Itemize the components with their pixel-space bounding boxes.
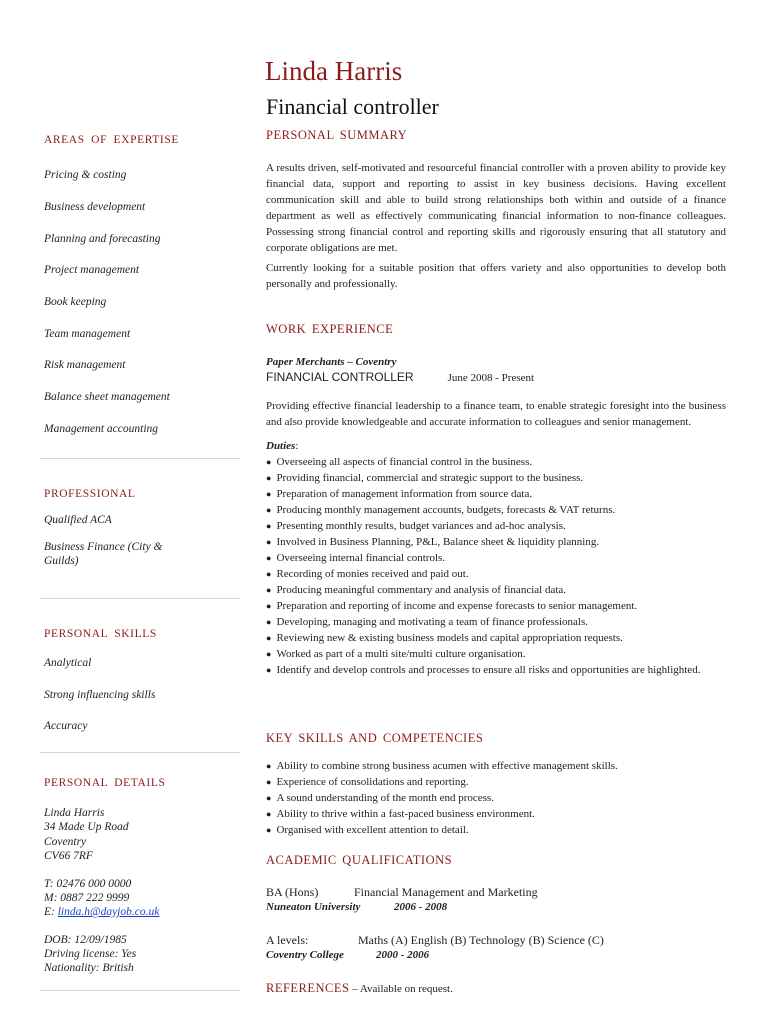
list-item: ● Overseeing internal financial controls.: [266, 550, 726, 566]
details-heading: PERSONAL DETAILS: [44, 777, 166, 789]
job-dates: June 2008 - Present: [447, 372, 535, 384]
list-item: ● Overseeing all aspects of financial control in the business.: [266, 454, 726, 470]
duties-label: [266, 438, 726, 454]
expertise-item: Planning and forecasting: [44, 233, 161, 245]
alevels-line: [266, 932, 726, 948]
university-line: [266, 900, 726, 914]
list-item: ● Preparation of management information from source data.: [266, 486, 726, 502]
duties-list: [266, 454, 726, 678]
details-mobile: M: 0887 222 9999: [44, 892, 130, 904]
expertise-item: Pricing & costing: [44, 169, 127, 181]
list-item: ● A sound understanding of the month end process.: [266, 790, 726, 806]
sidebar-divider: [40, 752, 240, 753]
list-item: ● Ability to combine strong business acumen with effective management skills.: [266, 758, 726, 774]
alevels-label: A levels:: [266, 933, 309, 947]
sidebar-divider: [40, 458, 240, 459]
details-telephone: T: 02476 000 0000: [44, 878, 132, 890]
details-license: Driving license: Yes: [44, 948, 137, 960]
expertise-item: Project management: [44, 264, 140, 276]
sidebar-divider: [40, 598, 240, 599]
list-item: ● Organised with excellent attention to detail.: [266, 822, 726, 838]
expertise-item: Book keeping: [44, 296, 107, 308]
duties-label-text: Duties: [266, 440, 296, 452]
expertise-item: Risk management: [44, 359, 126, 371]
job-description: Providing effective financial leadership to a finance team, to enable strategic foresight into the business and also provide knowledgeable and accurate information to colleagues and senior management.: [266, 400, 726, 428]
summary-heading: PERSONAL SUMMARY: [266, 128, 408, 142]
degree-name: BA (Hons): [266, 885, 319, 899]
list-item: ● Reviewing new & existing business models and capital appropriation requests.: [266, 630, 726, 646]
key-skills-section: [266, 758, 726, 838]
expertise-heading: AREAS OF EXPERTISE: [44, 134, 179, 146]
college-line: [266, 948, 726, 962]
degree-subject: Financial Management and Marketing: [354, 885, 538, 899]
list-item: ● Ability to thrive within a fast-paced business environment.: [266, 806, 726, 822]
list-item: ● Producing meaningful commentary and analysis of financial data.: [266, 582, 726, 598]
candidate-name: Linda Harris: [265, 56, 403, 86]
expertise-item: Team management: [44, 328, 131, 340]
list-item: ● Worked as part of a multi site/multi culture organisation.: [266, 646, 726, 662]
email-link[interactable]: linda.h@dayjob.co.uk: [57, 906, 160, 918]
details-dob: DOB: 12/09/1985: [44, 934, 127, 946]
professional-item: Qualified ACA: [44, 514, 112, 526]
degree-line: [266, 884, 726, 900]
university-dates: 2006 - 2008: [394, 901, 448, 913]
experience-heading: WORK EXPERIENCE: [266, 322, 394, 336]
summary-section: [266, 160, 726, 292]
expertise-item: Balance sheet management: [44, 391, 170, 403]
academic-section: [266, 884, 726, 962]
list-item: ● Producing monthly management accounts, budgets, forecasts & VAT returns.: [266, 502, 726, 518]
duties-colon: :: [295, 440, 299, 452]
details-nationality: Nationality: British: [44, 962, 134, 974]
college-name: Coventry College: [266, 949, 344, 961]
list-item: ● Identify and develop controls and processes to ensure all risks and opportunities are highlighted.: [266, 662, 726, 678]
list-item: ● Involved in Business Planning, P&L, Balance sheet & liquidity planning.: [266, 534, 726, 550]
list-item: ● Preparation and reporting of income and expense forecasts to senior management.: [266, 598, 726, 614]
college-dates: 2000 - 2006: [376, 949, 430, 961]
alevels-subjects: Maths (A) English (B) Technology (B) Science (C): [358, 933, 604, 947]
details-city: Coventry: [44, 836, 87, 848]
email-prefix: E:: [44, 906, 58, 918]
employer: Paper Merchants – Coventry: [266, 356, 397, 368]
job-position: FINANCIAL CONTROLLER: [266, 370, 414, 384]
details-address: 34 Made Up Road: [44, 821, 129, 833]
references-heading: REFERENCES: [266, 981, 350, 995]
references-text: – Available on request.: [349, 983, 453, 995]
job-line: [266, 369, 726, 386]
expertise-item: Business development: [44, 201, 146, 213]
details-postcode: CV66 7RF: [44, 850, 93, 862]
professional-item: Business Finance (City & Guilds): [44, 541, 163, 567]
university-name: Nuneaton University: [266, 901, 361, 913]
key-skills-list: [266, 758, 726, 838]
key-skills-heading: KEY SKILLS AND COMPETENCIES: [266, 731, 484, 745]
skill-item: Accuracy: [44, 720, 88, 732]
expertise-item: Management accounting: [44, 423, 159, 435]
sidebar-divider: [40, 990, 240, 991]
academic-heading: ACADEMIC QUALIFICATIONS: [266, 853, 453, 867]
summary-paragraph: A results driven, self-motivated and resourceful financial controller with a proven ability to provide key financial data, support and reporting to assist in key business decisions. Having excellent communication skill and able to build strong relationships both within and outside of a finance department as well as effectively communicating financial information to non-finance colleagues. Possessing strong financial control and reporting skills and rigorously ensuring that all statutory and corporate obligations are met.: [266, 162, 726, 254]
details-email-line: [44, 905, 159, 919]
professional-heading: PROFESSIONAL: [44, 488, 136, 500]
list-item: ● Presenting monthly results, budget variances and ad-hoc analysis.: [266, 518, 726, 534]
skills-heading: PERSONAL SKILLS: [44, 628, 157, 640]
experience-section: [266, 355, 726, 678]
skill-item: Strong influencing skills: [44, 689, 156, 701]
skill-item: Analytical: [44, 657, 92, 669]
candidate-title: Financial controller: [266, 94, 439, 119]
summary-paragraph: Currently looking for a suitable position that offers variety and also opportunities to develop both personally and professionally.: [266, 262, 726, 290]
references-line: [266, 980, 726, 997]
list-item: ● Recording of monies received and paid out.: [266, 566, 726, 582]
list-item: ● Providing financial, commercial and strategic support to the business.: [266, 470, 726, 486]
details-name: Linda Harris: [44, 807, 105, 819]
list-item: ● Experience of consolidations and reporting.: [266, 774, 726, 790]
list-item: ● Developing, managing and motivating a team of finance professionals.: [266, 614, 726, 630]
